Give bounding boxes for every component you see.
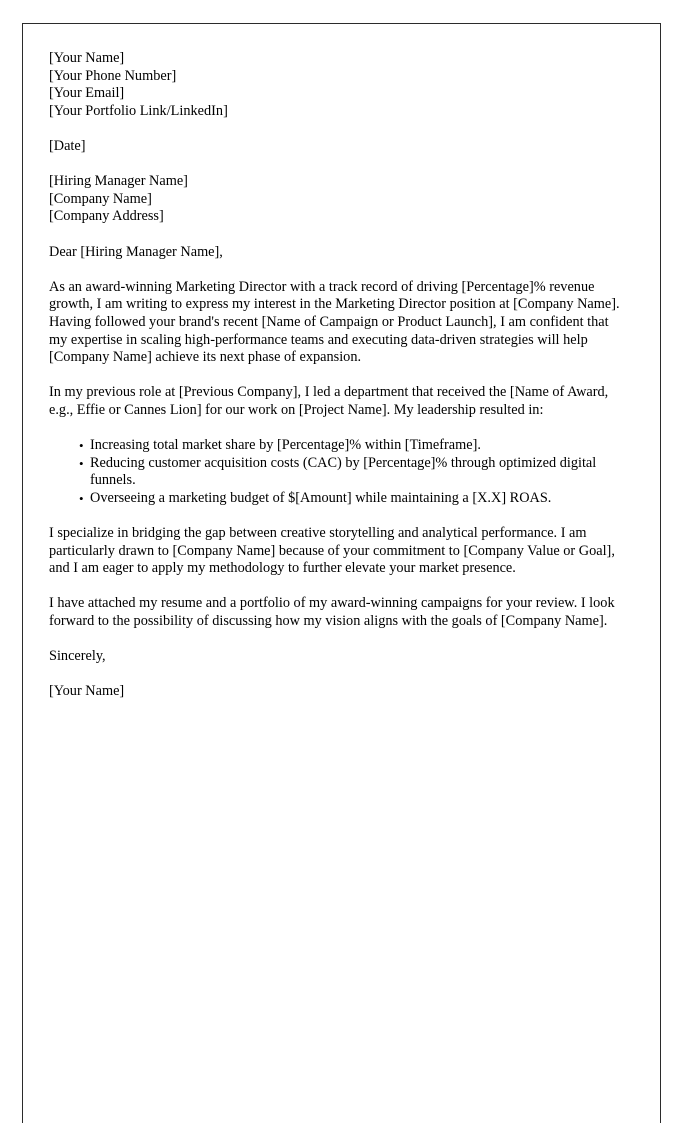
recipient-company-name: [Company Name] [49, 190, 152, 207]
letter-content [49, 50, 628, 701]
letter-date: [Date] [49, 137, 86, 154]
list-item: • Reducing customer acquisition costs (CAC) by [Percentage]% through optimized digital funnels. [49, 455, 628, 490]
valediction-block [49, 648, 628, 666]
list-item: • Increasing total market share by [Percentage]% within [Timeframe]. [49, 437, 628, 455]
paragraph-opening: As an award-winning Marketing Director with a track record of driving [Percentage]% revenue growth, I am writing to express my interest in the Marketing Director position at [Company Name]. Having followed your brand's recent [Name of Campaign or Product Launch], I am confident that my expertise in scaling high-performance teams and executing data-driven strategies will help [Company Name] achieve its next phase of expansion. [49, 278, 620, 366]
salutation: Dear [Hiring Manager Name], [49, 243, 223, 260]
sender-email: [Your Email] [49, 85, 125, 102]
paragraph-specialization: I specialize in bridging the gap between creative storytelling and analytical performance. I am particularly drawn to [Company Name] because of your commitment to [Company Value or Goal], and I am eager to apply my methodology to further elevate your market presence. [49, 525, 615, 577]
recipient-hiring-manager: [Hiring Manager Name] [49, 173, 188, 190]
paragraph-closing: I have attached my resume and a portfolio of my award-winning campaigns for your review. I look forward to the possibility of discussing how my vision aligns with the goals of [Company Name]. [49, 595, 615, 629]
signature-block [49, 683, 628, 701]
closing-paragraph-block [49, 595, 628, 630]
sender-phone: [Your Phone Number] [49, 67, 177, 84]
sender-portfolio-link: [Your Portfolio Link/LinkedIn] [49, 102, 228, 119]
recipient-company-address: [Company Address] [49, 208, 164, 225]
specialization-paragraph-block [49, 525, 628, 578]
signature-name: [Your Name] [49, 683, 125, 700]
date-block [49, 138, 628, 156]
salutation-block [49, 244, 628, 262]
valediction: Sincerely, [49, 648, 106, 665]
sender-name: [Your Name] [49, 50, 125, 66]
recipient-block [49, 173, 628, 226]
paragraph-experience: In my previous role at [Previous Company], I led a department that received the [Name of Award, e.g., Effie or Cannes Lion] for our work on [Project Name]. My leadership resulted in: [49, 384, 609, 418]
sender-contact-block [49, 50, 628, 120]
opening-paragraph-block [49, 279, 628, 367]
achievements-list [49, 437, 628, 507]
list-item: • Overseeing a marketing budget of $[Amount] while maintaining a [X.X] ROAS. [49, 490, 628, 508]
letter-page [22, 23, 661, 1123]
experience-paragraph-block [49, 384, 628, 507]
